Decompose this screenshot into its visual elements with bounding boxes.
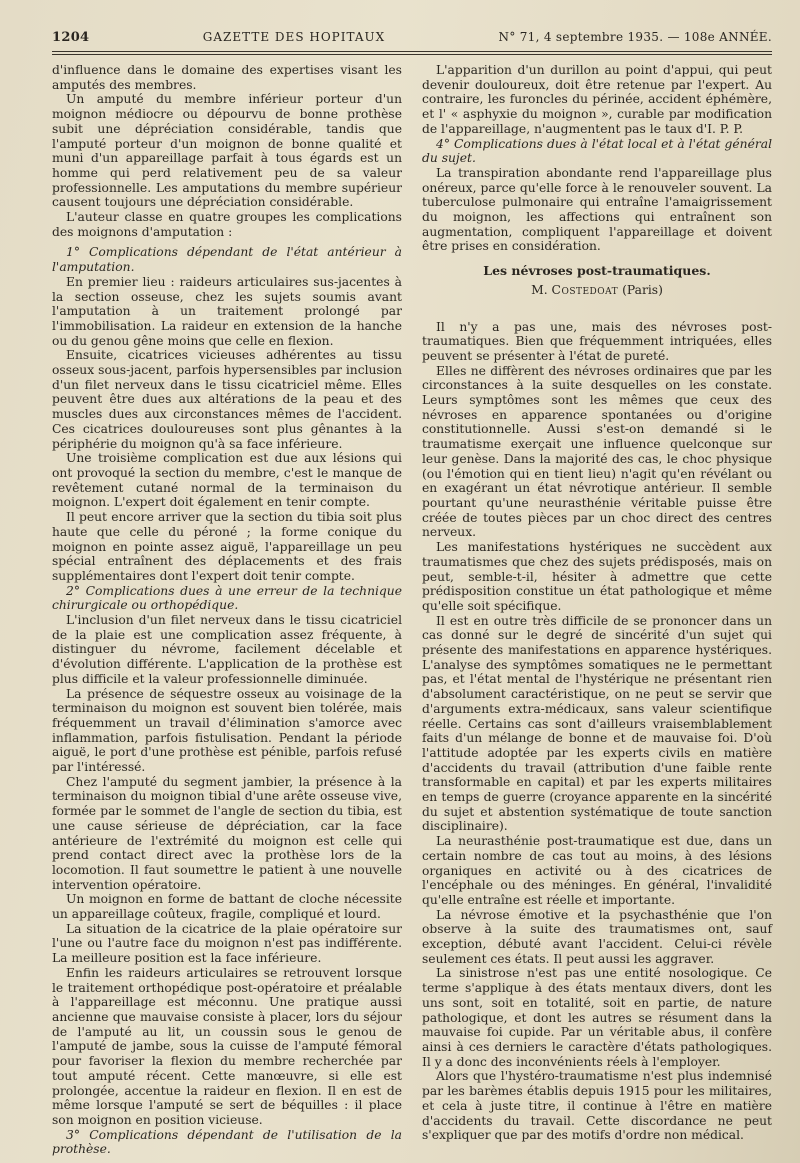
paragraph: La présence de séquestre osseux au voisinage de la terminaison du moignon est souvent bien tolérée, mais fréquemment un travail d'élimination s'amorce avec inflammation, parfois fistulisation. Pendant la période aiguë, le port d'une prothèse est pénible, parfois refusé par l'intéressé. [52,686,402,775]
right-column [422,63,772,1157]
page-number: 1204 [52,30,90,45]
paragraph: Alors que l'hystéro-traumatisme n'est plus indemnisé par les barèmes établis depuis 1915 pour les militaires, et cela à juste titre, il continue à l'être en matière d'accidents du travail. Cette discordance ne peut s'expliquer que par des motifs d'ordre non médical. [422,1069,772,1143]
paragraph: L'auteur classe en quatre groupes les complications des moignons d'amputation : [52,210,402,239]
paragraph: Ensuite, cicatrices vicieuses adhérentes au tissu osseux sous-jacent, parfois hypersensibles par inclusion d'un filet nerveux dans le tissu cicatriciel même. Elles peuvent être dues aux altérations de la peau et des muscles dues aux circonstances mêmes de l'accident. Ces cicatrices douloureuses sont plus gênantes à la périphérie du moignon qu'à sa face inférieure. [52,348,402,451]
paragraph: Un amputé du membre inférieur porteur d'un moignon médiocre ou dépourvu de bonne prothèse subit une dépréciation considérable, tandis que l'amputé porteur d'un moignon de bonne qualité et muni d'un appareillage parfait à tous égards est un homme qui perd relativement peu de sa valeur professionnelle. Les amputations du membre supérieur causent toujours une dépréciation considérable. [52,92,402,210]
article-columns [52,63,772,1157]
paragraph: Il est en outre très difficile de se prononcer dans un cas donné sur le degré de sincérité d'un sujet qui présente des manifestations en apparence hystériques. L'analyse des symptômes somatiques ne le permettant pas, et l'état mental de l'hystérique ne présentant rien d'absolument caractéristique, on ne peut se servir que d'arguments extra-médicaux, sans valeur scientifique réelle. Certains cas sont d'ailleurs vraisemblablement faits d'un mélange de bonne et de mauvaise foi. D'où l'attitude adoptée par les experts civils en matière d'accidents du travail (attribution d'une faible rente transformable en capital) et par les experts militaires en temps de guerre (croyance apparente en la sincérité du sujet et abstention systématique de toute sanction disciplinaire). [422,613,772,834]
paragraph: Il n'y a pas une, mais des névroses post-traumatiques. Bien que fréquemment intriquées, elles peuvent se présenter à l'état de pureté. [422,319,772,363]
author-line [422,283,772,298]
paragraph: Une troisième complication est due aux lésions qui ont provoqué la section du membre, c'est le manque de revêtement cutané normal de la terminaison du moignon. L'expert doit également en tenir compte. [52,451,402,510]
paragraph: En premier lieu : raideurs articulaires sus-jacentes à la section osseuse, chez les sujets soumis avant l'amputation à un traitement prolongé par l'immobilisation. La raideur en extension de la hanche ou du genou gêne moins que celle en flexion. [52,274,402,348]
section-title: Les névroses post-traumatiques. [483,263,711,279]
paragraph: L'inclusion d'un filet nerveux dans le tissu cicatriciel de la plaie est une complication assez fréquente, à distinguer du névrome, facilement décelable et d'évolution différente. L'application de la prothèse est plus difficile et la valeur professionnelle diminuée. [52,613,402,686]
paragraph: La neurasthénie post-traumatique est due, dans un certain nombre de cas tout au moins, à des lésions organiques en activité ou à des cicatrices de l'encéphale ou des méninges. En général, l'invalidité qu'elle entraîne est réelle et importante. [422,834,772,907]
header-rule [52,51,772,52]
paragraph: La sinistrose n'est pas une entité nosologique. Ce terme s'applique à des états mentaux divers, dont les uns sont, soit en totalité, soit en partie, de nature pathologique, et dont les autres se résument dans la mauvaise foi cupide. Par un véritable abus, il confère ainsi à ces derniers le caractère d'états pathologiques. Il y a donc des inconvénients réels à l'employer. [422,966,772,1069]
paragraph: La transpiration abondante rend l'appareillage plus onéreux, parce qu'elle force à le renouveler souvent. La tuberculose pulmonaire qui entraîne l'amaigrissement du moignon, les affections qui entraînent son augmentation, compliquent l'appareillage et doivent être prises en considération. [422,165,772,254]
paragraph: Un moignon en forme de battant de cloche nécessite un appareillage coûteux, fragile, compliqué et lourd. [52,892,402,922]
paragraph: Enfin les raideurs articulaires se retrouvent lorsque le traitement orthopédique post-opératoire et préalable à l'appareillage est méconnu. Une pratique aussi ancienne que mauvaise consiste à placer, lors du séjour de l'amputé au lit, un coussin sous le genou de l'amputé de jambe, sous la cuisse de l'amputé fémoral pour favoriser la flexion du membre recherchée par tout amputé récent. Cette manœuvre, si elle est prolongée, accentue la raideur en flexion. Il en est de même lorsque l'amputé se sert de béquilles : il place son moignon en position vicieuse. [52,965,402,1127]
subheading: 2° Complications dues à une erreur de la technique chirurgicale ou orthopédique. [52,583,402,613]
author-name: Costedoat [551,282,619,297]
paragraph: Les manifestations hystériques ne succèdent aux traumatismes que chez des sujets prédisposés, mais on peut, semble-t-il, hésiter à admettre que cette prédisposition constitue un état pathologique et même qu'elle soit spécifique. [422,540,772,613]
paragraph: Elles ne diffèrent des névroses ordinaires que par les circonstances à la suite desquelles on les constate. Leurs symptômes sont les mêmes que ceux des névroses en apparence spontanées ou d'origine constitutionnelle. Aussi s'est-on demandé si le traumatisme exerçait une influence quelconque sur leur genèse. Dans la majorité des cas, le choc physique (ou l'émotion qui en tient lieu) n'agit qu'en révélant ou en exagérant un état névrotique antérieur. Il semble pourtant qu'une neurasthénie véritable puisse être créée de toutes pièces par un choc direct des centres nerveux. [422,363,772,540]
journal-title: GAZETTE DES HOPITAUX [202,30,386,44]
subheading: 1° Complications dépendant de l'état antérieur à l'amputation. [52,245,402,275]
author-prefix: M. [531,282,548,297]
paragraph: La situation de la cicatrice de la plaie opératoire sur l'une ou l'autre face du moignon n'est pas indifférente. La meilleure position est la face inférieure. [52,921,402,966]
paragraph: d'influence dans le domaine des expertises visant les amputés des membres. [52,63,402,92]
header-rule-thin [52,54,772,55]
page-header [52,30,772,48]
author-place: (Paris) [622,282,663,297]
paragraph: La névrose émotive et la psychasthénie que l'on observe à la suite des traumatismes ont, sauf exception, débuté avant l'accident. Celui-ci révèle seulement ces états. Il peut aussi les aggraver. [422,907,772,966]
subheading: 4° Complications dues à l'état local et à l'état général du sujet. [422,136,772,166]
subheading: 3° Complications dépendant de l'utilisation de la prothèse. [52,1127,402,1157]
issue-info: N° 71, 4 septembre 1935. — 108e ANNÉE. [498,30,772,44]
paragraph: L'apparition d'un durillon au point d'appui, qui peut devenir douloureux, doit être retenue par l'expert. Au contraire, les furoncles du périnée, accident éphémère, et l' « asphyxie du moignon », curable par modification de l'appareillage, n'augmentent pas le taux d'I. P. P. [422,63,772,136]
left-column [52,63,402,1157]
paragraph: Chez l'amputé du segment jambier, la présence à la terminaison du moignon tibial d'une arête osseuse vive, formée par le sommet de l'angle de section du tibia, est une cause sérieuse de dépréciation, car la face antérieure de l'extrémité du moignon est celle qui prend contact direct avec la prothèse lors de la locomotion. Il faut soumettre le patient à une nouvelle intervention opératoire. [52,774,402,892]
paragraph: Il peut encore arriver que la section du tibia soit plus haute que celle du péroné ; la forme conique du moignon en pointe assez aiguë, l'appareillage un peu spécial entraînent des déplacements et des frais supplémentaires dont l'expert doit tenir compte. [52,510,402,583]
